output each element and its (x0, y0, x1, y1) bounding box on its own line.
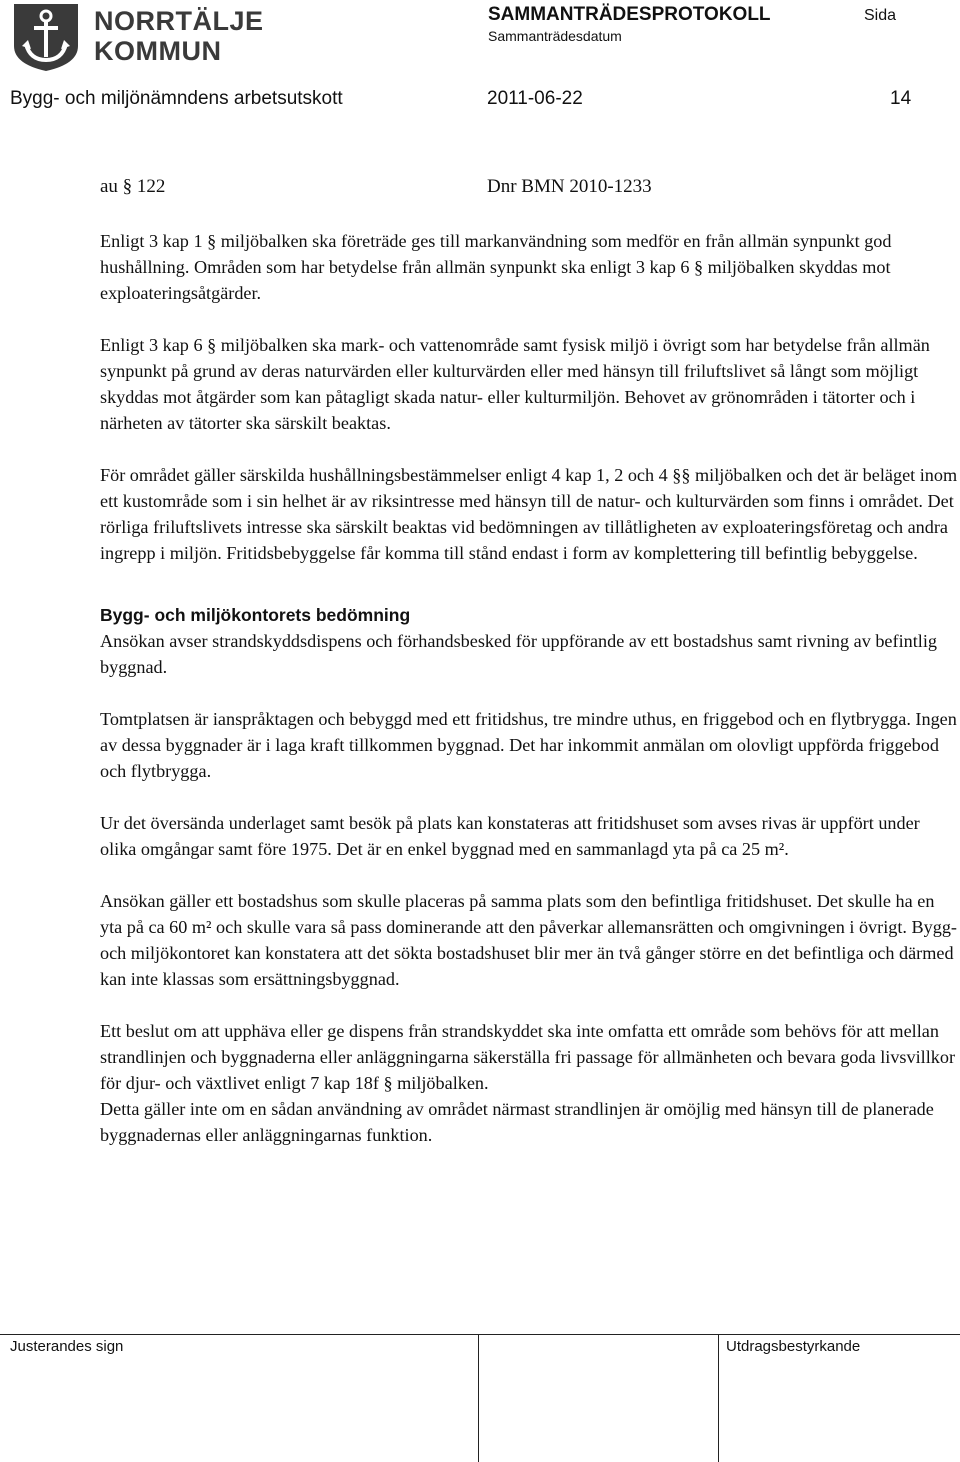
protocol-title: SAMMANTRÄDESPROTOKOLL (488, 4, 771, 25)
paragraph: Enligt 3 kap 6 § miljöbalken ska mark- och vattenområde samt fysisk miljö i övrigt som har betydelse från allmän synpunkt på grund av deras naturvärden eller kulturvärden eller med hänsyn till friluftslivet så långt som möjligt skyddas mot åtgärder som kan påtagligt skada natur- eller kulturmiljön. Behovet av grönområden i tätorter och i närheten av tätorter ska särskilt beaktas. (100, 335, 930, 433)
paragraph: Ur det översända underlaget samt besök på plats kan konstateras att fritidshuset som avses rivas är uppfört under olika omgångar samt före 1975. Det är en enkel byggnad med en sammanlagd yta på ca 25 m². (100, 813, 920, 859)
protocol-body (100, 228, 960, 1148)
footer-sign-label: Justerandes sign (10, 1338, 124, 1355)
case-dnr: Dnr BMN 2010-1233 (487, 176, 652, 197)
page-label: Sida (864, 7, 897, 24)
footer-divider (0, 1334, 960, 1335)
anchor-crest-icon (10, 2, 82, 72)
logo-line-2: KOMMUN (94, 36, 222, 66)
footer-column-divider (478, 1334, 479, 1462)
footer-column-divider (718, 1334, 719, 1462)
paragraph: Ansökan avser strandskyddsdispens och förhandsbesked för uppförande av ett bostadshus samt rivning av befintlig byggnad. (100, 631, 937, 677)
protocol-date-label: Sammanträdesdatum (488, 28, 622, 44)
paragraph: Ett beslut om att upphäva eller ge dispens från strandskyddet ska inte omfatta ett område som behövs för att mellan strandlinjen och byggnaderna eller anläggningarna säkerställa fri passage för allmänheten och bevara goda livsvillkor för djur- och växtlivet enligt 7 kap 18f § miljöbalken. (100, 1021, 955, 1093)
committee-name: Bygg- och miljönämndens arbetsutskott (10, 88, 343, 109)
case-item: au § 122 (100, 176, 166, 197)
paragraph: Enligt 3 kap 1 § miljöbalken ska företräde ges till markanvändning som medför en från allmän synpunkt god hushållning. Områden som har betydelse från allmän synpunkt ska enligt 3 kap 6 § miljöbalken skyddas mot exploateringsåtgärder. (100, 231, 892, 303)
paragraph: Tomtplatsen är ianspråktagen och bebyggd med ett fritidshus, tre mindre uthus, en friggebod och en flytbrygga. Ingen av dessa byggnader är i laga kraft tillkommen byggnad. Det har inkommit anmälan om olovligt uppförda friggebod och flytbrygga. (100, 709, 957, 781)
logo-line-1: NORRTÄLJE (94, 6, 264, 36)
paragraph: Ansökan gäller ett bostadshus som skulle placeras på samma plats som den befintliga fritidshuset. Det skulle ha en yta på ca 60 m² och skulle vara så pass dominerande att den påverkar allemansrätten och omgivningen i övrigt. Bygg- och miljökontoret kan konstatera att det sökta bostadshuset blir mer än två gånger större en det befintliga och därmed kan inte klassas som ersättningsbyggnad. (100, 891, 957, 989)
municipality-logo (10, 2, 264, 74)
paragraph: Detta gäller inte om en sådan användning av området närmast strandlinjen är omöjlig med hänsyn till de planerade byggnadernas eller anläggningarnas funktion. (100, 1099, 934, 1145)
footer-extract-label: Utdragsbestyrkande (726, 1338, 861, 1355)
paragraph: För området gäller särskilda hushållningsbestämmelser enligt 4 kap 1, 2 och 4 §§ miljöbalken och det är beläget inom ett kustområde som i sin helhet är av riksintresse med hänsyn till de natur- och kulturvärden som finns i området. Det rörliga friluftslivets intresse ska särskilt beaktas vid bedömningen av tillåtligheten av exploateringsföretag och andra ingrepp i miljön. Fritidsbebyggelse får komma till stånd endast i form av komplettering till befintlig bebyggelse. (100, 465, 958, 563)
meeting-date: 2011-06-22 (487, 88, 583, 109)
section-heading: Bygg- och miljökontorets bedömning (100, 605, 411, 625)
page-number: 14 (890, 88, 912, 109)
